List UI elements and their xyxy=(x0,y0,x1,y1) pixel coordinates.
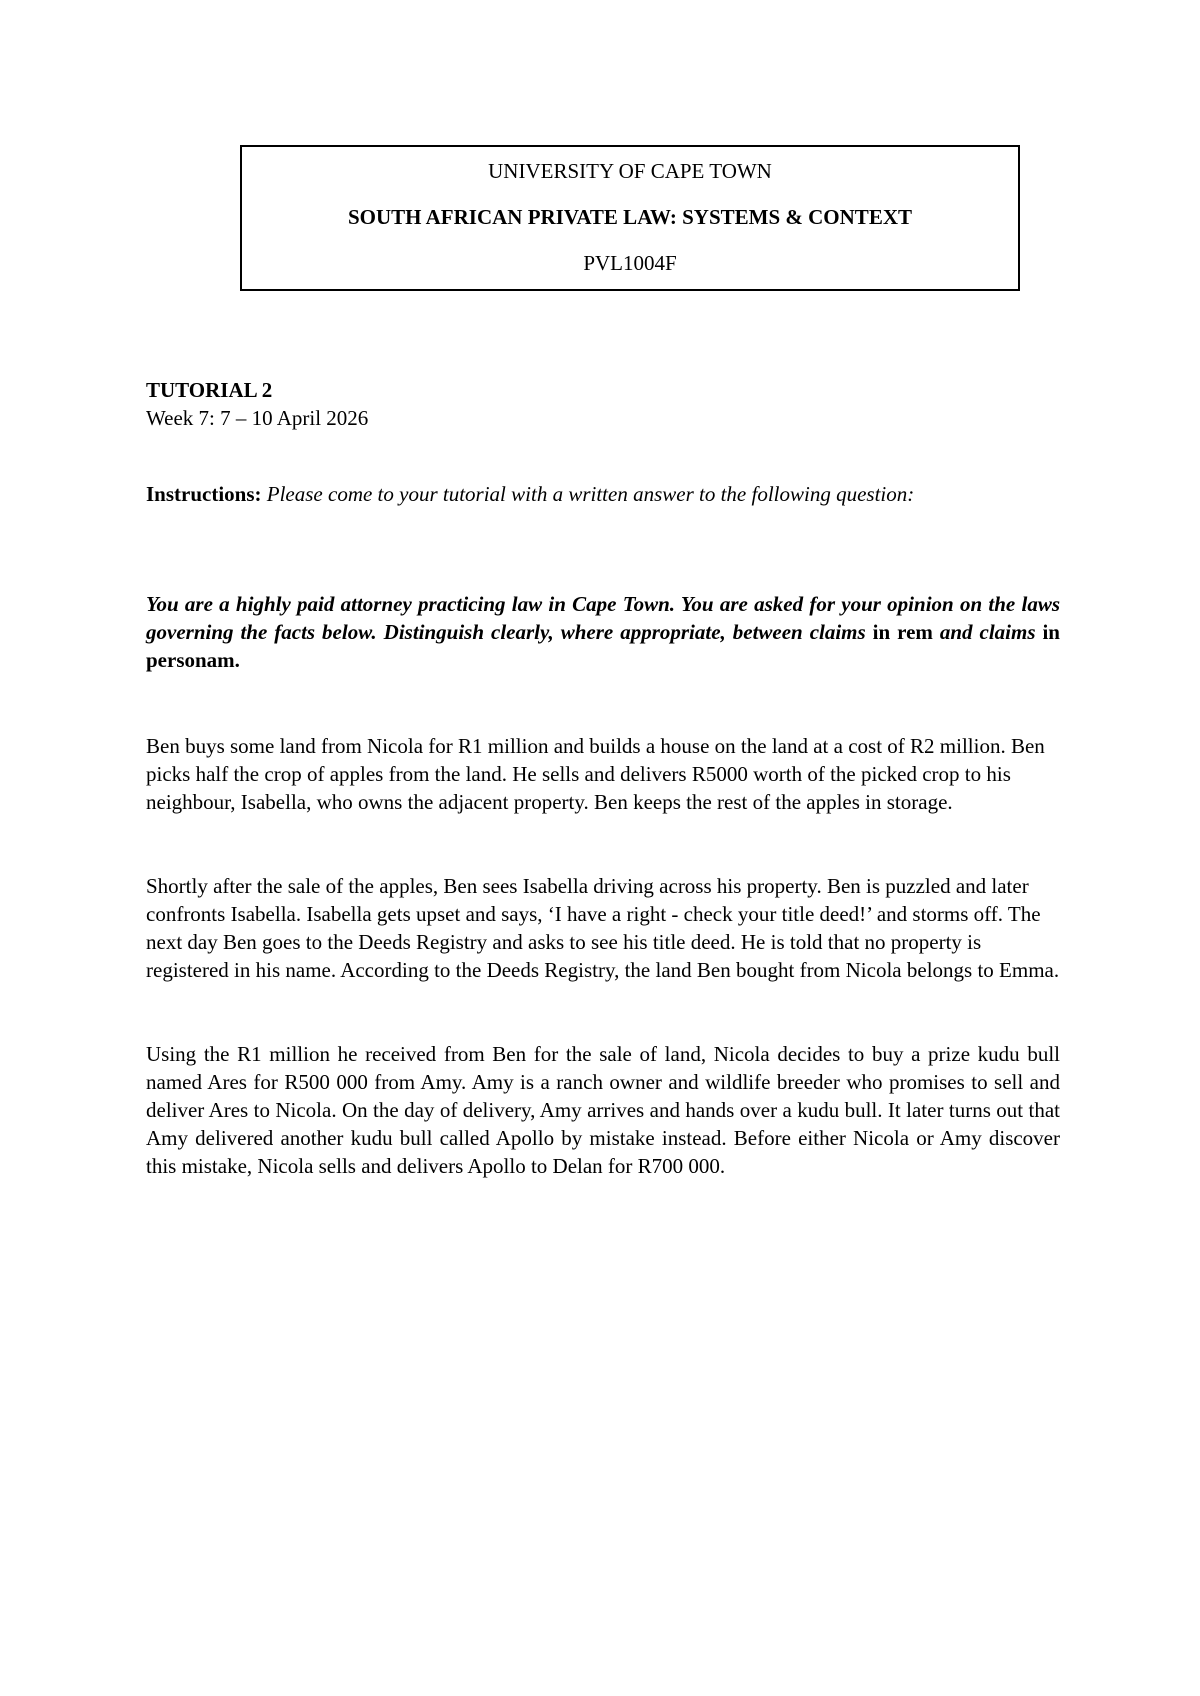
facts-paragraph-2-text: Shortly after the sale of the apples, Ben sees Isabella driving across his property. Ben is puzzled and later confronts Isabella. Isabella gets upset and says, ‘I have a right - check your title deed!’ and storms off. The next day Ben goes to the Deeds Registry and asks to see his title deed. He is told that no property is registered in his name. According to the Deeds Registry, the land Ben bought from Nicola belongs to Emma. xyxy=(146,874,1060,982)
instructions-label: Instructions: xyxy=(146,482,262,506)
university-name: UNIVERSITY OF CAPE TOWN xyxy=(488,159,772,183)
facts-paragraph-3 xyxy=(146,1040,1060,1180)
question-part-2: and claims xyxy=(939,620,1036,644)
facts-paragraph-2 xyxy=(146,872,1060,984)
instructions-text: Please come to your tutorial with a written answer to the following question: xyxy=(266,482,915,506)
facts-paragraph-1 xyxy=(146,732,1060,816)
question-in-rem: in rem xyxy=(872,620,933,644)
facts-paragraph-1-text: Ben buys some land from Nicola for R1 million and builds a house on the land at a cost of R2 million. Ben picks half the crop of apples from the land. He sells and delivers R5000 worth of the picked crop to his neighbour, Isabella, who owns the adjacent property. Ben keeps the rest of the apples in storage. xyxy=(146,734,1045,814)
course-title: SOUTH AFRICAN PRIVATE LAW: SYSTEMS & CONTEXT xyxy=(348,205,912,229)
header-box xyxy=(240,145,1020,291)
course-code: PVL1004F xyxy=(583,251,677,275)
tutorial-week: Week 7: 7 – 10 April 2026 xyxy=(146,406,369,430)
question-part-1: You are a highly paid attorney practicing law in Cape Town. You are asked for your opinion on the laws governing the facts below. Distinguish clearly, where appropriate, between claims xyxy=(146,592,1060,644)
tutorial-title: TUTORIAL 2 xyxy=(146,378,273,402)
question-in-personam: in personam. xyxy=(146,620,1060,672)
question-prompt xyxy=(146,590,1060,674)
instructions xyxy=(146,480,1060,508)
facts-paragraph-3-text: Using the R1 million he received from Ben for the sale of land, Nicola decides to buy a prize kudu bull named Ares for R500 000 from Amy. Amy is a ranch owner and wildlife breeder who promises to sell and deliver Ares to Nicola. On the day of delivery, Amy arrives and hands over a kudu bull. It later turns out that Amy delivered another kudu bull called Apollo by mistake instead. Before either Nicola or Amy discover this mistake, Nicola sells and delivers Apollo to Delan for R700 000. xyxy=(146,1042,1060,1178)
